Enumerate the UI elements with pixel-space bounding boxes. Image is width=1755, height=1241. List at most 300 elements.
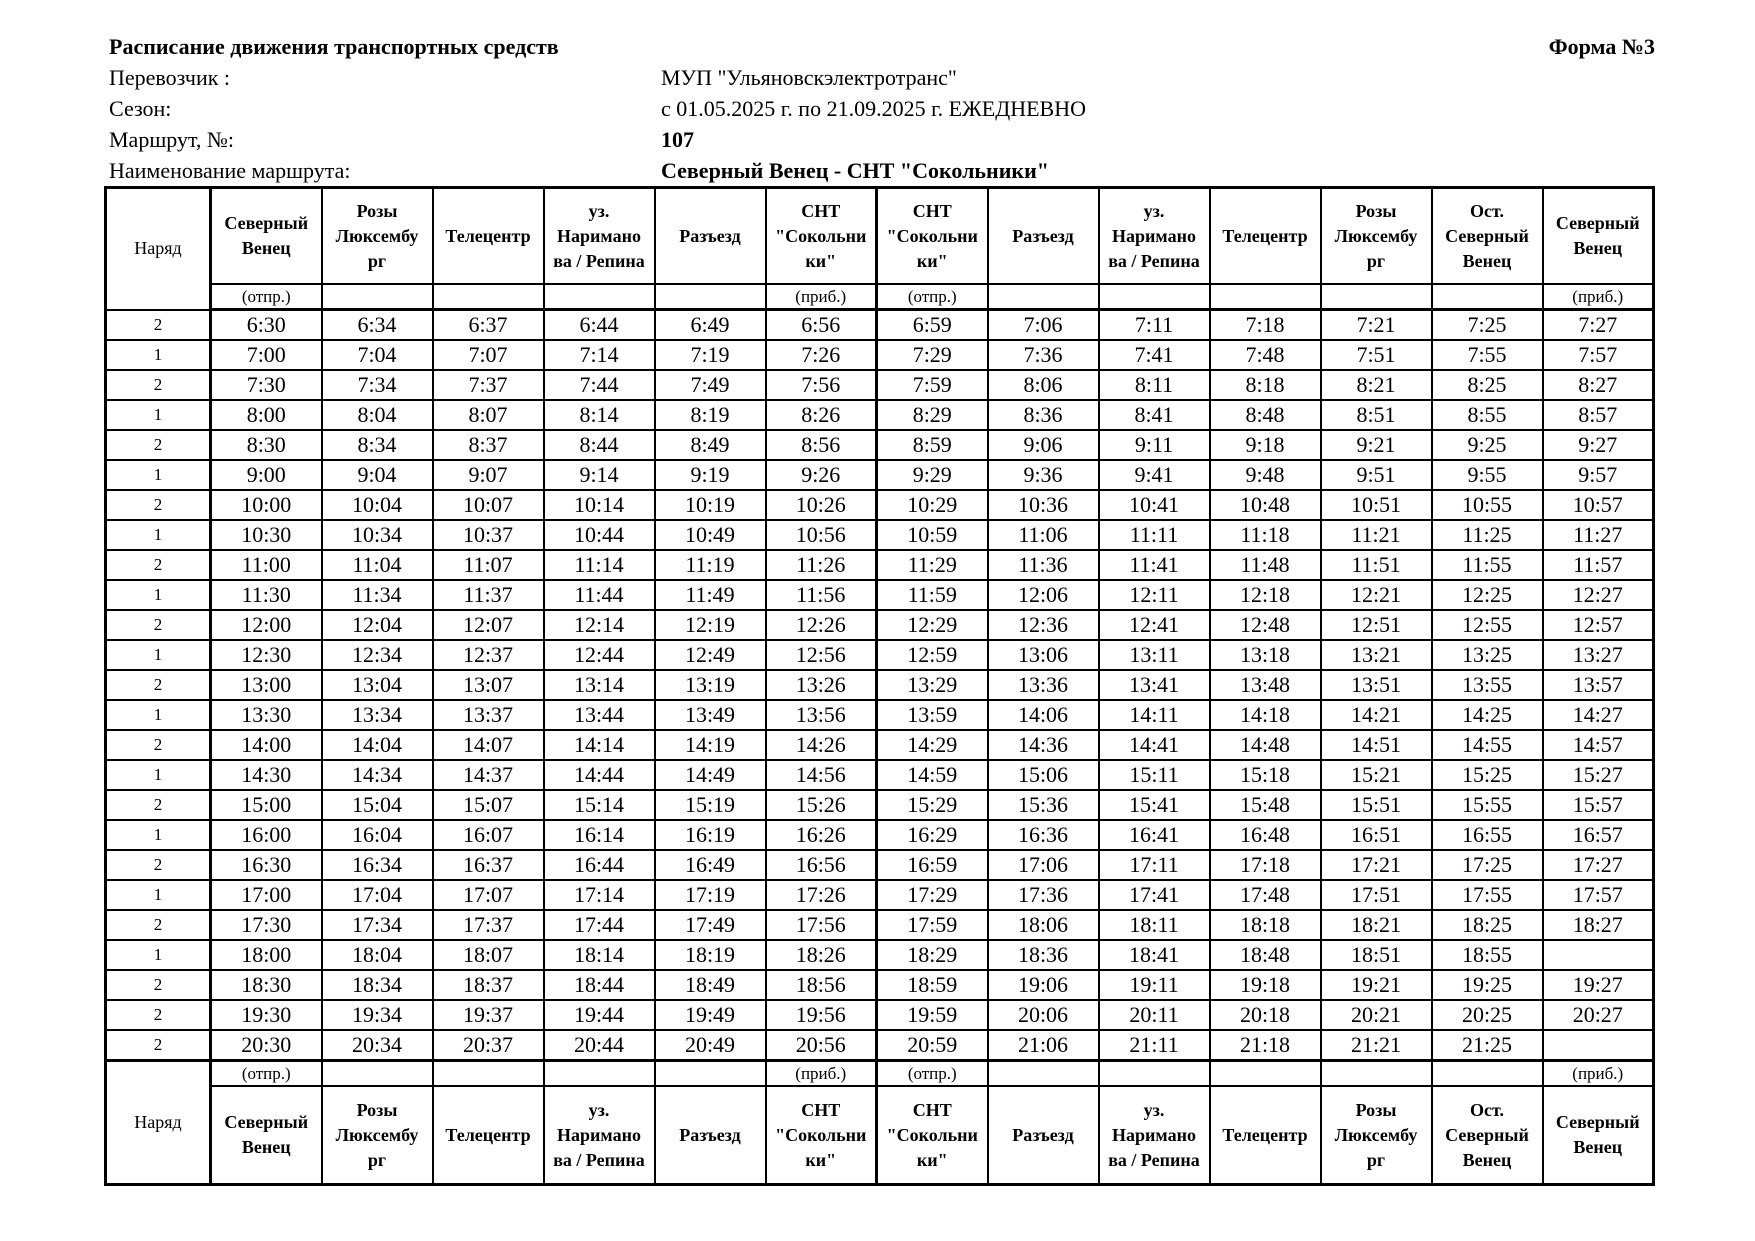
time-cell: 9:41 bbox=[1099, 460, 1210, 490]
time-cell: 15:55 bbox=[1432, 790, 1543, 820]
time-cell: 9:11 bbox=[1099, 430, 1210, 460]
time-cell: 10:59 bbox=[877, 520, 988, 550]
time-cell: 11:44 bbox=[544, 580, 655, 610]
time-cell: 17:37 bbox=[433, 910, 544, 940]
time-cell: 9:14 bbox=[544, 460, 655, 490]
time-cell: 17:06 bbox=[988, 850, 1099, 880]
time-cell: 12:07 bbox=[433, 610, 544, 640]
time-cell: 8:36 bbox=[988, 400, 1099, 430]
time-cell: 14:11 bbox=[1099, 700, 1210, 730]
order-number: 2 bbox=[106, 910, 211, 940]
time-cell: 12:57 bbox=[1543, 610, 1654, 640]
time-cell: 12:48 bbox=[1210, 610, 1321, 640]
time-cell: 16:41 bbox=[1099, 820, 1210, 850]
time-cell: 13:04 bbox=[322, 670, 433, 700]
time-cell: 16:48 bbox=[1210, 820, 1321, 850]
time-cell: 10:19 bbox=[655, 490, 766, 520]
time-cell: 14:36 bbox=[988, 730, 1099, 760]
time-cell: 15:48 bbox=[1210, 790, 1321, 820]
time-cell: 8:21 bbox=[1321, 370, 1432, 400]
time-cell: 13:51 bbox=[1321, 670, 1432, 700]
footer-order-label: Наряд bbox=[106, 1061, 211, 1185]
time-cell: 18:27 bbox=[1543, 910, 1654, 940]
time-cell: 19:25 bbox=[1432, 970, 1543, 1000]
time-cell: 20:18 bbox=[1210, 1000, 1321, 1030]
time-cell: 16:26 bbox=[766, 820, 877, 850]
mark-cell bbox=[1432, 284, 1543, 310]
stop-name-line: Северный bbox=[1445, 225, 1529, 246]
time-cell: 7:21 bbox=[1321, 310, 1432, 341]
order-number: 2 bbox=[106, 490, 211, 520]
mark-cell bbox=[1321, 1061, 1432, 1087]
stop-name-line: Телецентр bbox=[445, 225, 531, 246]
time-cell: 17:57 bbox=[1543, 880, 1654, 910]
time-cell: 14:29 bbox=[877, 730, 988, 760]
time-cell: 10:37 bbox=[433, 520, 544, 550]
time-cell: 7:00 bbox=[211, 340, 322, 370]
time-cell: 9:29 bbox=[877, 460, 988, 490]
time-cell: 18:14 bbox=[544, 940, 655, 970]
time-cell: 7:59 bbox=[877, 370, 988, 400]
stop-name-line: ки" bbox=[916, 1149, 948, 1170]
time-cell: 10:29 bbox=[877, 490, 988, 520]
time-cell: 13:48 bbox=[1210, 670, 1321, 700]
table-row bbox=[106, 310, 1654, 341]
time-cell: 6:37 bbox=[433, 310, 544, 341]
stop-name-line: рг bbox=[367, 1149, 387, 1170]
order-number: 2 bbox=[106, 970, 211, 1000]
time-cell: 18:34 bbox=[322, 970, 433, 1000]
stop-name-line: уз. bbox=[588, 1099, 610, 1120]
time-cell: 8:44 bbox=[544, 430, 655, 460]
order-number: 2 bbox=[106, 850, 211, 880]
time-cell: 11:51 bbox=[1321, 550, 1432, 580]
time-cell bbox=[1543, 1030, 1654, 1061]
table-row bbox=[106, 760, 1654, 790]
stop-name-line: "Сокольни bbox=[886, 225, 978, 246]
table-row bbox=[106, 970, 1654, 1000]
time-cell: 11:59 bbox=[877, 580, 988, 610]
time-cell: 15:36 bbox=[988, 790, 1099, 820]
table-row bbox=[106, 880, 1654, 910]
stop-name-line: рг bbox=[367, 250, 387, 271]
schedule-table bbox=[104, 186, 1655, 1186]
stop-name-line: Разъезд bbox=[679, 225, 741, 246]
time-cell: 21:11 bbox=[1099, 1030, 1210, 1061]
time-cell: 14:37 bbox=[433, 760, 544, 790]
time-cell: 19:37 bbox=[433, 1000, 544, 1030]
header-order-label: Наряд bbox=[106, 188, 211, 310]
time-cell: 8:55 bbox=[1432, 400, 1543, 430]
time-cell: 7:56 bbox=[766, 370, 877, 400]
time-cell: 13:56 bbox=[766, 700, 877, 730]
table-row bbox=[106, 700, 1654, 730]
time-cell: 8:41 bbox=[1099, 400, 1210, 430]
table-row bbox=[106, 460, 1654, 490]
time-cell: 15:06 bbox=[988, 760, 1099, 790]
header-stop-name bbox=[1432, 188, 1543, 285]
time-cell: 15:14 bbox=[544, 790, 655, 820]
stop-name-line: Розы bbox=[1355, 1099, 1397, 1120]
table-row bbox=[106, 580, 1654, 610]
time-cell: 8:25 bbox=[1432, 370, 1543, 400]
time-cell: 14:14 bbox=[544, 730, 655, 760]
time-cell: 9:25 bbox=[1432, 430, 1543, 460]
footer-stop-name bbox=[766, 1086, 877, 1185]
stop-name-line: ва / Репина bbox=[553, 1149, 645, 1170]
stop-name-line: ки" bbox=[916, 250, 948, 271]
mark-cell bbox=[1321, 284, 1432, 310]
header-stop-name bbox=[988, 188, 1099, 285]
stop-name-line: Венец bbox=[1573, 1137, 1623, 1157]
stop-name-line: Люксембу bbox=[335, 1124, 419, 1145]
footer-stop-name bbox=[1321, 1086, 1432, 1185]
time-cell: 8:56 bbox=[766, 430, 877, 460]
time-cell: 20:59 bbox=[877, 1030, 988, 1061]
time-cell: 13:27 bbox=[1543, 640, 1654, 670]
time-cell: 15:21 bbox=[1321, 760, 1432, 790]
time-cell: 16:07 bbox=[433, 820, 544, 850]
time-cell: 7:55 bbox=[1432, 340, 1543, 370]
time-cell: 8:57 bbox=[1543, 400, 1654, 430]
time-cell: 15:27 bbox=[1543, 760, 1654, 790]
mark-cell: (приб.) bbox=[766, 284, 877, 310]
time-cell: 13:34 bbox=[322, 700, 433, 730]
stop-name-line: "Сокольни bbox=[775, 225, 867, 246]
time-cell: 12:27 bbox=[1543, 580, 1654, 610]
time-cell: 7:18 bbox=[1210, 310, 1321, 341]
time-cell: 13:44 bbox=[544, 700, 655, 730]
order-number: 2 bbox=[106, 1030, 211, 1061]
time-cell: 16:04 bbox=[322, 820, 433, 850]
stop-name-line: Северный bbox=[224, 1112, 309, 1132]
order-number: 1 bbox=[106, 700, 211, 730]
order-number: 1 bbox=[106, 400, 211, 430]
time-cell: 13:14 bbox=[544, 670, 655, 700]
time-cell: 17:34 bbox=[322, 910, 433, 940]
time-cell: 13:55 bbox=[1432, 670, 1543, 700]
time-cell: 7:41 bbox=[1099, 340, 1210, 370]
stop-name-line: СНТ bbox=[912, 200, 952, 221]
time-cell: 12:26 bbox=[766, 610, 877, 640]
stop-name-line: СНТ bbox=[801, 200, 841, 221]
order-number: 2 bbox=[106, 550, 211, 580]
stop-name-line: рг bbox=[1366, 250, 1386, 271]
time-cell: 15:07 bbox=[433, 790, 544, 820]
time-cell: 14:34 bbox=[322, 760, 433, 790]
table-row bbox=[106, 610, 1654, 640]
time-cell: 7:27 bbox=[1543, 310, 1654, 341]
time-cell: 18:56 bbox=[766, 970, 877, 1000]
time-cell: 18:51 bbox=[1321, 940, 1432, 970]
route-name-label: Наименование маршрута: bbox=[109, 158, 351, 183]
time-cell: 7:49 bbox=[655, 370, 766, 400]
time-cell: 12:51 bbox=[1321, 610, 1432, 640]
time-cell: 17:51 bbox=[1321, 880, 1432, 910]
time-cell: 21:25 bbox=[1432, 1030, 1543, 1061]
footer-stop-name bbox=[1210, 1086, 1321, 1185]
time-cell: 11:29 bbox=[877, 550, 988, 580]
time-cell: 18:36 bbox=[988, 940, 1099, 970]
footer-stop-name bbox=[988, 1086, 1099, 1185]
time-cell: 6:59 bbox=[877, 310, 988, 341]
order-number: 1 bbox=[106, 460, 211, 490]
time-cell: 14:57 bbox=[1543, 730, 1654, 760]
time-cell: 13:00 bbox=[211, 670, 322, 700]
time-cell: 15:19 bbox=[655, 790, 766, 820]
header-stop-name bbox=[655, 188, 766, 285]
time-cell: 16:37 bbox=[433, 850, 544, 880]
time-cell: 10:41 bbox=[1099, 490, 1210, 520]
time-cell: 20:56 bbox=[766, 1030, 877, 1061]
table-row bbox=[106, 850, 1654, 880]
order-number: 2 bbox=[106, 790, 211, 820]
time-cell: 8:51 bbox=[1321, 400, 1432, 430]
time-cell: 7:30 bbox=[211, 370, 322, 400]
mark-cell bbox=[988, 284, 1099, 310]
header-stop-name bbox=[1210, 188, 1321, 285]
time-cell: 7:26 bbox=[766, 340, 877, 370]
time-cell: 7:29 bbox=[877, 340, 988, 370]
time-cell: 9:06 bbox=[988, 430, 1099, 460]
time-cell: 14:04 bbox=[322, 730, 433, 760]
stop-name-line: Розы bbox=[356, 1099, 398, 1120]
time-cell: 18:37 bbox=[433, 970, 544, 1000]
table-row bbox=[106, 520, 1654, 550]
time-cell: 15:26 bbox=[766, 790, 877, 820]
time-cell: 16:34 bbox=[322, 850, 433, 880]
time-cell: 17:29 bbox=[877, 880, 988, 910]
stop-name-line: Розы bbox=[1355, 200, 1397, 221]
header-stop-name bbox=[322, 188, 433, 285]
time-cell: 13:11 bbox=[1099, 640, 1210, 670]
mark-cell bbox=[433, 1061, 544, 1087]
time-cell: 14:51 bbox=[1321, 730, 1432, 760]
time-cell: 16:49 bbox=[655, 850, 766, 880]
table-row bbox=[106, 1030, 1654, 1061]
order-number: 1 bbox=[106, 520, 211, 550]
time-cell: 9:27 bbox=[1543, 430, 1654, 460]
footer-stop-name bbox=[1432, 1086, 1543, 1185]
time-cell: 16:29 bbox=[877, 820, 988, 850]
mark-cell: (приб.) bbox=[1543, 284, 1654, 310]
time-cell: 18:07 bbox=[433, 940, 544, 970]
time-cell: 11:25 bbox=[1432, 520, 1543, 550]
time-cell: 15:00 bbox=[211, 790, 322, 820]
time-cell: 18:59 bbox=[877, 970, 988, 1000]
time-cell: 14:21 bbox=[1321, 700, 1432, 730]
time-cell: 18:49 bbox=[655, 970, 766, 1000]
header-stop-name bbox=[1099, 188, 1210, 285]
order-number: 1 bbox=[106, 640, 211, 670]
time-cell: 8:26 bbox=[766, 400, 877, 430]
time-cell: 18:25 bbox=[1432, 910, 1543, 940]
header-stop-name bbox=[877, 188, 988, 285]
time-cell bbox=[1543, 940, 1654, 970]
header-row bbox=[106, 188, 1654, 285]
time-cell: 14:27 bbox=[1543, 700, 1654, 730]
time-cell: 14:41 bbox=[1099, 730, 1210, 760]
order-number: 1 bbox=[106, 340, 211, 370]
time-cell: 18:06 bbox=[988, 910, 1099, 940]
time-cell: 11:27 bbox=[1543, 520, 1654, 550]
time-cell: 19:59 bbox=[877, 1000, 988, 1030]
mark-cell bbox=[655, 1061, 766, 1087]
time-cell: 12:37 bbox=[433, 640, 544, 670]
time-cell: 8:48 bbox=[1210, 400, 1321, 430]
time-cell: 7:36 bbox=[988, 340, 1099, 370]
time-cell: 10:36 bbox=[988, 490, 1099, 520]
stop-name-line: ва / Репина bbox=[1108, 250, 1200, 271]
time-cell: 12:06 bbox=[988, 580, 1099, 610]
time-cell: 12:34 bbox=[322, 640, 433, 670]
stop-name-line: уз. bbox=[1143, 200, 1165, 221]
table-row bbox=[106, 940, 1654, 970]
footer-stop-name bbox=[433, 1086, 544, 1185]
time-cell: 17:27 bbox=[1543, 850, 1654, 880]
order-number: 1 bbox=[106, 820, 211, 850]
time-cell: 9:19 bbox=[655, 460, 766, 490]
time-cell: 19:34 bbox=[322, 1000, 433, 1030]
time-cell: 10:49 bbox=[655, 520, 766, 550]
stop-name-line: Наримано bbox=[1112, 225, 1196, 246]
time-cell: 16:36 bbox=[988, 820, 1099, 850]
stop-name-line: ки" bbox=[805, 1149, 837, 1170]
time-cell: 10:55 bbox=[1432, 490, 1543, 520]
time-cell: 10:00 bbox=[211, 490, 322, 520]
order-number: 2 bbox=[106, 670, 211, 700]
time-cell: 18:48 bbox=[1210, 940, 1321, 970]
time-cell: 17:55 bbox=[1432, 880, 1543, 910]
time-cell: 9:36 bbox=[988, 460, 1099, 490]
time-cell: 8:00 bbox=[211, 400, 322, 430]
time-cell: 16:55 bbox=[1432, 820, 1543, 850]
route-name-row bbox=[109, 155, 1655, 186]
stop-name-line: уз. bbox=[588, 200, 610, 221]
time-cell: 11:30 bbox=[211, 580, 322, 610]
time-cell: 7:37 bbox=[433, 370, 544, 400]
time-cell: 21:18 bbox=[1210, 1030, 1321, 1061]
time-cell: 11:11 bbox=[1099, 520, 1210, 550]
footer-stop-name bbox=[322, 1086, 433, 1185]
time-cell: 9:51 bbox=[1321, 460, 1432, 490]
time-cell: 10:48 bbox=[1210, 490, 1321, 520]
time-cell: 13:21 bbox=[1321, 640, 1432, 670]
time-cell: 12:49 bbox=[655, 640, 766, 670]
header-stop-name bbox=[211, 188, 322, 285]
table-row bbox=[106, 1000, 1654, 1030]
form-number: Форма №3 bbox=[1548, 34, 1655, 59]
header-stop-name bbox=[1543, 188, 1654, 285]
time-cell: 7:11 bbox=[1099, 310, 1210, 341]
stop-name-line: Ост. bbox=[1470, 200, 1504, 221]
time-cell: 8:11 bbox=[1099, 370, 1210, 400]
time-cell: 9:21 bbox=[1321, 430, 1432, 460]
stop-name-line: Люксембу bbox=[335, 225, 419, 246]
time-cell: 19:21 bbox=[1321, 970, 1432, 1000]
stop-name-line: Наримано bbox=[557, 225, 641, 246]
time-cell: 7:25 bbox=[1432, 310, 1543, 341]
stop-name-line: рг bbox=[1366, 1149, 1386, 1170]
time-cell: 17:14 bbox=[544, 880, 655, 910]
time-cell: 6:49 bbox=[655, 310, 766, 341]
mark-cell bbox=[655, 284, 766, 310]
time-cell: 20:49 bbox=[655, 1030, 766, 1061]
time-cell: 12:36 bbox=[988, 610, 1099, 640]
time-cell: 20:27 bbox=[1543, 1000, 1654, 1030]
stop-name-line: Наримано bbox=[557, 1124, 641, 1145]
time-cell: 11:56 bbox=[766, 580, 877, 610]
time-cell: 12:29 bbox=[877, 610, 988, 640]
time-cell: 7:44 bbox=[544, 370, 655, 400]
order-number: 2 bbox=[106, 730, 211, 760]
time-cell: 17:41 bbox=[1099, 880, 1210, 910]
mark-cell bbox=[1432, 1061, 1543, 1087]
time-cell: 6:56 bbox=[766, 310, 877, 341]
time-cell: 12:18 bbox=[1210, 580, 1321, 610]
time-cell: 14:00 bbox=[211, 730, 322, 760]
time-cell: 18:19 bbox=[655, 940, 766, 970]
time-cell: 8:04 bbox=[322, 400, 433, 430]
mark-cell: (отпр.) bbox=[211, 284, 322, 310]
season-label: Сезон: bbox=[109, 96, 172, 121]
time-cell: 16:30 bbox=[211, 850, 322, 880]
season-row bbox=[109, 93, 1655, 124]
time-cell: 21:06 bbox=[988, 1030, 1099, 1061]
stop-name-line: Телецентр bbox=[1222, 225, 1308, 246]
time-cell: 8:29 bbox=[877, 400, 988, 430]
time-cell: 18:30 bbox=[211, 970, 322, 1000]
time-cell: 18:44 bbox=[544, 970, 655, 1000]
stop-name-line: Венец bbox=[1573, 238, 1623, 258]
route-label: Маршрут, №: bbox=[109, 127, 235, 152]
table-row bbox=[106, 670, 1654, 700]
time-cell: 21:21 bbox=[1321, 1030, 1432, 1061]
order-number: 2 bbox=[106, 430, 211, 460]
mark-cell: (отпр.) bbox=[877, 284, 988, 310]
stop-name-line: Наримано bbox=[1112, 1124, 1196, 1145]
stop-name-line: Ост. bbox=[1470, 1099, 1504, 1120]
stop-name-line: "Сокольни bbox=[886, 1124, 978, 1145]
time-cell: 8:18 bbox=[1210, 370, 1321, 400]
mark-cell bbox=[544, 284, 655, 310]
table-row bbox=[106, 640, 1654, 670]
stop-name-line: уз. bbox=[1143, 1099, 1165, 1120]
time-cell: 14:48 bbox=[1210, 730, 1321, 760]
time-cell: 13:25 bbox=[1432, 640, 1543, 670]
title-row bbox=[109, 31, 1655, 62]
time-cell: 15:57 bbox=[1543, 790, 1654, 820]
time-cell: 9:57 bbox=[1543, 460, 1654, 490]
table-row bbox=[106, 790, 1654, 820]
time-cell: 10:51 bbox=[1321, 490, 1432, 520]
time-cell: 12:19 bbox=[655, 610, 766, 640]
time-cell: 15:18 bbox=[1210, 760, 1321, 790]
time-cell: 12:41 bbox=[1099, 610, 1210, 640]
time-cell: 18:41 bbox=[1099, 940, 1210, 970]
time-cell: 14:56 bbox=[766, 760, 877, 790]
time-cell: 8:27 bbox=[1543, 370, 1654, 400]
time-cell: 17:21 bbox=[1321, 850, 1432, 880]
stop-name-line: ва / Репина bbox=[1108, 1149, 1200, 1170]
time-cell: 7:57 bbox=[1543, 340, 1654, 370]
time-cell: 17:44 bbox=[544, 910, 655, 940]
time-cell: 13:57 bbox=[1543, 670, 1654, 700]
time-cell: 7:48 bbox=[1210, 340, 1321, 370]
time-cell: 11:48 bbox=[1210, 550, 1321, 580]
order-number: 2 bbox=[106, 1000, 211, 1030]
time-cell: 7:06 bbox=[988, 310, 1099, 341]
